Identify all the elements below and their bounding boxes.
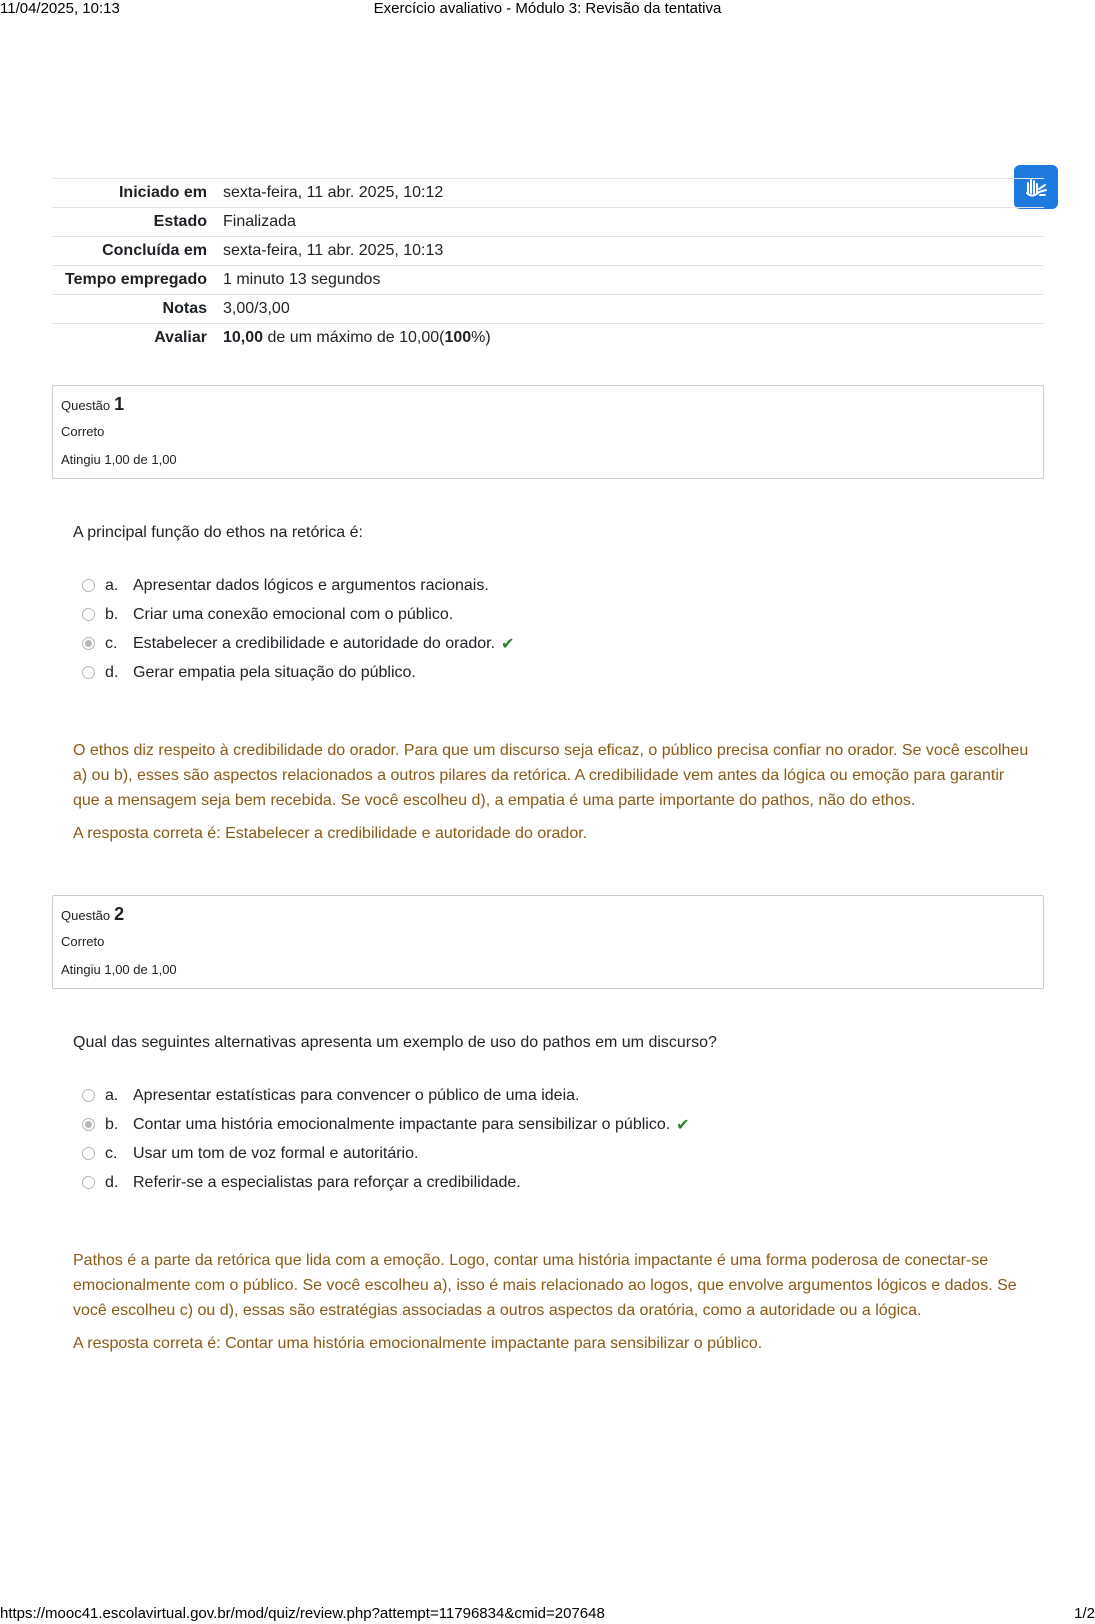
question-text: Qual das seguintes alternativas apresenta um exemplo de uso do pathos em um discurso?	[73, 1034, 717, 1051]
general-feedback	[73, 1248, 1033, 1356]
summary-value: 1 minuto 13 segundos	[223, 271, 381, 288]
radio-button[interactable]	[82, 579, 95, 592]
summary-label: Concluída em	[102, 242, 207, 259]
answer-option[interactable]	[82, 1081, 690, 1110]
answer-list	[82, 1081, 690, 1197]
answer-letter: b.	[105, 1115, 119, 1133]
right-answer: A resposta correta é: Contar uma história emocionalmente impactante para sensibilizar o público.	[73, 1335, 763, 1352]
summary-row-marks	[52, 295, 1044, 324]
print-page-number: 1/2	[1074, 1605, 1095, 1622]
answer-letter: a.	[105, 1086, 119, 1104]
answer-option[interactable]	[82, 571, 514, 600]
print-footer	[0, 1604, 1095, 1624]
summary-value: sexta-feira, 11 abr. 2025, 10:12	[223, 184, 444, 201]
check-icon: ✔	[501, 635, 515, 653]
question-state: Correto	[61, 424, 105, 439]
answer-letter: b.	[105, 605, 119, 623]
answer-option[interactable]	[82, 1139, 690, 1168]
print-title: Exercício avaliativo - Módulo 3: Revisão da tentativa	[373, 0, 722, 17]
question-info-box	[52, 385, 1044, 479]
answer-letter: d.	[105, 1173, 119, 1191]
print-date: 11/04/2025, 10:13	[0, 0, 120, 17]
summary-row-time	[52, 266, 1044, 295]
question-state: Correto	[61, 934, 105, 949]
print-url: https://mooc41.escolavirtual.gov.br/mod/quiz/review.php?attempt=11796834&cmid=207648	[0, 1605, 605, 1622]
question-label: Questão	[61, 398, 111, 413]
radio-button[interactable]	[82, 1089, 95, 1102]
answer-text: Gerar empatia pela situação do público.	[133, 663, 416, 681]
summary-value: sexta-feira, 11 abr. 2025, 10:13	[223, 242, 444, 259]
answer-letter: c.	[105, 1144, 118, 1162]
question-info-box	[52, 895, 1044, 989]
answer-text: Apresentar estatísticas para convencer o público de uma ideia.	[133, 1086, 580, 1104]
answer-option[interactable]	[82, 1168, 690, 1197]
summary-value: Finalizada	[223, 213, 296, 230]
answer-option-selected[interactable]	[82, 1110, 690, 1139]
answer-text: Contar uma história emocionalmente impactante para sensibilizar o público.	[133, 1115, 671, 1133]
summary-value: 3,00/3,00	[223, 300, 290, 317]
radio-button[interactable]	[82, 608, 95, 621]
summary-row-grade	[52, 324, 1044, 353]
general-feedback	[73, 738, 1033, 846]
question-grade: Atingiu 1,00 de 1,00	[61, 962, 177, 977]
question-text: A principal função do ethos na retórica é:	[73, 524, 363, 541]
answer-letter: d.	[105, 663, 119, 681]
summary-label: Notas	[162, 300, 207, 317]
question-number	[61, 394, 124, 415]
summary-row-completed	[52, 237, 1044, 266]
radio-button[interactable]	[82, 1147, 95, 1160]
answer-option[interactable]	[82, 658, 514, 687]
answer-text: Apresentar dados lógicos e argumentos racionais.	[133, 576, 489, 594]
radio-button-checked[interactable]	[82, 1118, 95, 1131]
answer-text: Criar uma conexão emocional com o público.	[133, 605, 454, 623]
feedback-text: O ethos diz respeito à credibilidade do orador. Para que um discurso seja eficaz, o público precisa confiar no orador. Se você escolheu a) ou b), esses são aspectos relacionados a outros pilares da retórica. A credibilidade vem antes da lógica ou emoção para garantir que a mensagem seja bem recebida. Se você escolheu d), a empatia é uma parte importante do pathos, não do ethos.	[73, 742, 1029, 809]
summary-row-state	[52, 208, 1044, 237]
radio-button[interactable]	[82, 1176, 95, 1189]
answer-letter: a.	[105, 576, 119, 594]
question-label: Questão	[61, 908, 111, 923]
grade-text-end: %)	[471, 329, 491, 346]
attempt-summary-table	[52, 178, 1044, 352]
question-number	[61, 904, 124, 925]
print-header	[0, 0, 1095, 20]
grade-percent: 100	[444, 329, 472, 346]
question-number-value: 2	[114, 904, 125, 924]
answer-letter: c.	[105, 634, 118, 652]
question-number-value: 1	[114, 394, 125, 414]
summary-row-started	[52, 179, 1044, 208]
answer-option[interactable]	[82, 600, 514, 629]
summary-label: Estado	[153, 213, 207, 230]
check-icon: ✔	[676, 1116, 690, 1134]
summary-label: Iniciado em	[118, 184, 207, 201]
feedback-text: Pathos é a parte da retórica que lida com a emoção. Logo, contar uma história impactante é uma forma poderosa de conectar-se emocionalmente com o público. Se você escolheu a), isso é mais relacionado ao logos, que envolve argumentos lógicos e dados. Se você escolheu c) ou d), essas são estratégias associadas a outros aspectos da oratória, como a autoridade ou a lógica.	[73, 1252, 1017, 1319]
radio-button-checked[interactable]	[82, 637, 95, 650]
answer-text: Usar um tom de voz formal e autoritário.	[133, 1144, 419, 1162]
answer-text: Estabelecer a credibilidade e autoridade do orador.	[133, 634, 496, 652]
question-grade: Atingiu 1,00 de 1,00	[61, 452, 177, 467]
answer-text: Referir-se a especialistas para reforçar a credibilidade.	[133, 1173, 521, 1191]
summary-label: Tempo empregado	[65, 271, 207, 288]
grade-text: de um máximo de 10,00(	[263, 329, 445, 346]
summary-value	[215, 324, 1044, 353]
right-answer: A resposta correta é: Estabelecer a credibilidade e autoridade do orador.	[73, 825, 588, 842]
radio-button[interactable]	[82, 666, 95, 679]
answer-list	[82, 571, 514, 687]
grade-score: 10,00	[223, 329, 264, 346]
summary-label: Avaliar	[154, 329, 207, 346]
answer-option-selected[interactable]	[82, 629, 514, 658]
